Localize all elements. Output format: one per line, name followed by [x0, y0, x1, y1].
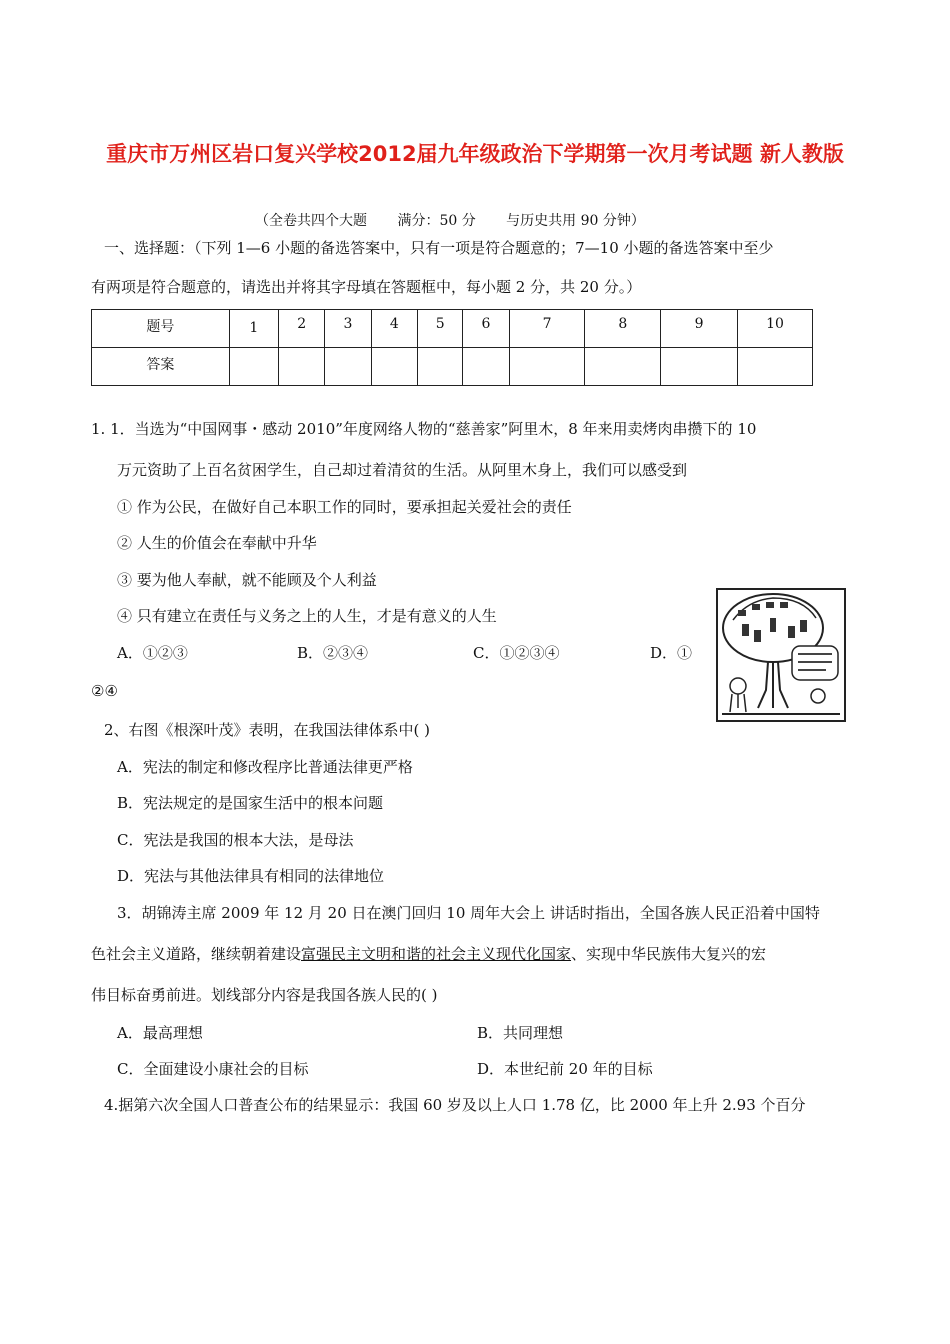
q2-option-c: C．宪法是我国的根本大法，是母法 — [117, 831, 354, 849]
q1-option-d: D．① — [650, 644, 693, 662]
q3-underlined-text: 富强民主文明和谐的社会主义现代化国家 — [301, 945, 572, 963]
q3-option-a: A．最高理想 — [117, 1024, 203, 1042]
q1-item-3: ③ 要为他人奉献，就不能顾及个人利益 — [117, 571, 377, 589]
tree-cartoon-illustration — [718, 590, 844, 720]
table-number-cell: 1 — [229, 310, 278, 348]
answer-cell[interactable] — [509, 348, 585, 386]
answer-cell[interactable] — [737, 348, 812, 386]
q3-line2-post: 、实现中华民族伟大复兴的宏 — [571, 945, 767, 963]
answer-table — [91, 309, 813, 386]
q1-item-2: ② 人生的价值会在奉献中升华 — [117, 534, 317, 552]
q3-stem-line2 — [91, 943, 766, 964]
meta-score: 满分：50 分 — [397, 213, 476, 229]
q2-option-b: B．宪法规定的是国家生活中的根本问题 — [117, 794, 384, 812]
table-label-number: 题号 — [92, 310, 230, 348]
q4-stem-line1: 4.据第六次全国人口普查公布的结果显示：我国 60 岁及以上人口 1.78 亿，比 2000 年上升 2.93 个百分 — [104, 1096, 806, 1114]
answer-cell[interactable] — [463, 348, 509, 386]
exam-meta — [255, 210, 671, 230]
table-number-cell: 3 — [325, 310, 371, 348]
q1-item-1: ① 作为公民，在做好自己本职工作的同时，要承担起关爱社会的责任 — [117, 498, 572, 516]
answer-cell[interactable] — [371, 348, 417, 386]
q3-option-d: D．本世纪前 20 年的目标 — [477, 1060, 653, 1078]
table-number-cell: 8 — [585, 310, 661, 348]
q3-option-c: C．全面建设小康社会的目标 — [117, 1060, 309, 1078]
section1-instructions-line2: 有两项是符合题意的，请选出并将其字母填在答题框中，每小题 2 分，共 20 分。） — [91, 278, 642, 296]
table-number-cell: 9 — [661, 310, 738, 348]
table-label-answer: 答案 — [92, 348, 230, 386]
q1-option-a: A．①②③ — [117, 644, 188, 662]
section1-instructions-line1: 一、选择题：（下列 1—6 小题的备选答案中，只有一项是符合题意的；7—10 小题的备选答案中至少 — [104, 239, 774, 257]
answer-cell[interactable] — [229, 348, 278, 386]
q2-option-d: D．宪法与其他法律具有相同的法律地位 — [117, 867, 385, 885]
document-title: 重庆市万州区岩口复兴学校2012届九年级政治下学期第一次月考试题 新人教版 — [106, 142, 844, 166]
table-row-answers — [92, 348, 813, 386]
q2-option-a: A．宪法的制定和修改程序比普通法律更严格 — [117, 758, 413, 776]
table-number-cell: 5 — [417, 310, 462, 348]
answer-cell[interactable] — [325, 348, 371, 386]
q2-stem: 2、右图《根深叶茂》表明，在我国法律体系中( ) — [104, 721, 431, 739]
answer-cell[interactable] — [279, 348, 325, 386]
meta-time: 与历史共用 90 分钟） — [506, 213, 645, 229]
q3-stem-line3: 伟目标奋勇前进。划线部分内容是我国各族人民的( ) — [91, 986, 438, 1004]
table-row-numbers — [92, 310, 813, 348]
table-number-cell: 6 — [463, 310, 509, 348]
q1-item-4: ④ 只有建立在责任与义务之上的人生，才是有意义的人生 — [117, 607, 497, 625]
table-number-cell: 7 — [509, 310, 585, 348]
q3-stem-line1: 3．胡锦涛主席 2009 年 12 月 20 日在澳门回归 10 周年大会上 讲话时指出，全国各族人民正沿着中国特 — [117, 904, 820, 922]
answer-cell[interactable] — [417, 348, 462, 386]
q1-option-d-continued: ②④ — [91, 682, 118, 700]
meta-total: （全卷共四个大题 — [255, 213, 367, 229]
table-number-cell: 4 — [371, 310, 417, 348]
cartoon-image — [716, 588, 846, 722]
q3-option-b: B．共同理想 — [477, 1024, 564, 1042]
answer-cell[interactable] — [661, 348, 738, 386]
q1-option-b: B．②③④ — [297, 644, 369, 662]
q1-stem-line2: 万元资助了上百名贫困学生，自己却过着清贫的生活。从阿里木身上，我们可以感受到 — [117, 461, 688, 479]
answer-cell[interactable] — [585, 348, 661, 386]
table-number-cell: 2 — [279, 310, 325, 348]
q3-line2-pre: 色社会主义道路，继续朝着建设 — [91, 945, 302, 963]
q1-option-c: C．①②③④ — [473, 644, 560, 662]
q1-stem-line1: 1. 1．当选为“中国网事・感动 2010”年度网络人物的“慈善家”阿里木，8 年来用卖烤肉串攒下的 10 — [91, 420, 757, 438]
table-number-cell: 10 — [737, 310, 812, 348]
